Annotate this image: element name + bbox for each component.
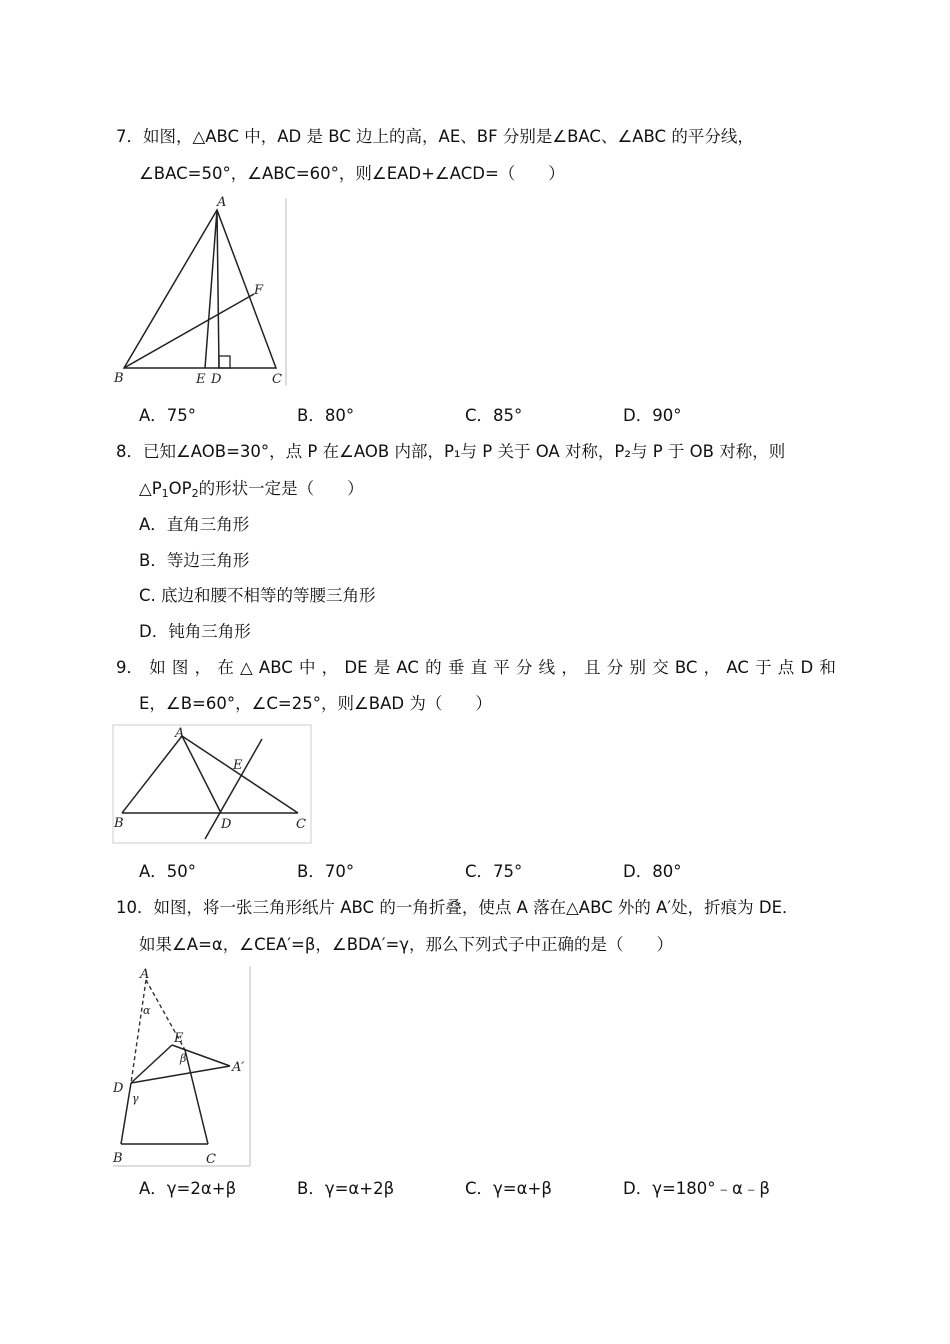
q10-figure [110, 964, 254, 1168]
q9-line2: E，∠B=60°，∠C=25°，则∠BAD 为（ ） [139, 694, 492, 713]
q9-figure [112, 724, 314, 846]
q7-label-A: A [217, 196, 227, 210]
q7-line1: 7．如图，△ABC 中，AD 是 BC 边上的高，AE、BF 分别是∠BAC、∠ABC 的平分线， [116, 127, 754, 146]
q7-label-D: D [211, 372, 222, 387]
q7-option-a[interactable]: A．75° [139, 406, 197, 425]
q10-label-D: D [113, 1081, 124, 1096]
q10-option-c[interactable]: C．γ=α+β [465, 1179, 552, 1198]
q7-option-b[interactable]: B．80° [297, 406, 355, 425]
q10-label-A: A [140, 967, 150, 982]
q7-figure [112, 196, 290, 390]
q7-option-c[interactable]: C．85° [465, 406, 523, 425]
q7-option-d[interactable]: D．90° [623, 406, 682, 425]
q9-label-E: E [233, 758, 243, 773]
q8-line1: 8．已知∠AOB=30°，点 P 在∠AOB 内部，P₁与 P 关于 OA 对称，P₂与 P 于 OB 对称，则 [116, 442, 786, 461]
q7-label-B: B [114, 371, 124, 386]
q10-label-alpha: α [143, 1004, 151, 1017]
q10-label-C: C [206, 1152, 216, 1167]
q9-option-b[interactable]: B．70° [297, 862, 355, 881]
q10-option-a[interactable]: A．γ=2α+β [139, 1179, 237, 1198]
q7-label-F: F [254, 283, 264, 298]
q9-label-D: D [221, 817, 232, 832]
q10-label-beta: β [180, 1052, 187, 1065]
q9-label-B: B [114, 816, 124, 831]
q7-label-C: C [272, 372, 282, 387]
q8-option-c[interactable]: C. 底边和腰不相等的等腰三角形 [139, 586, 376, 605]
q8-option-d[interactable]: D．钝角三角形 [139, 622, 251, 641]
q10-label-E: E [174, 1031, 184, 1046]
q8-option-a[interactable]: A．直角三角形 [139, 515, 250, 534]
q7-line2: ∠BAC=50°，∠ABC=60°，则∠EAD+∠ACD=（ ） [139, 164, 565, 183]
q9-option-a[interactable]: A．50° [139, 862, 197, 881]
q8-line2: $\triangle P_1OP_2$的形状一定是（ ） [139, 479, 364, 500]
q10-option-b[interactable]: B．γ=α+2β [297, 1179, 395, 1198]
q8-option-b[interactable]: B．等边三角形 [139, 551, 250, 570]
q9-line1: 9． 如 图 ， 在 △ ABC 中 ， DE 是 AC 的 垂 直 平 分 线 ， 且 分 别 交 BC ， AC 于 点 D 和 [116, 658, 836, 677]
q10-line1: 10．如图，将一张三角形纸片 ABC 的一角折叠，使点 A 落在△ABC 外的 A′处，折痕为 DE． [116, 898, 799, 917]
q10-label-B: B [113, 1151, 123, 1166]
q9-label-A: A [175, 726, 185, 741]
q10-line2: 如果∠A=α，∠CEA′=β，∠BDA′=γ，那么下列式子中正确的是（ ） [139, 935, 674, 954]
q10-label-A-prime: A′ [232, 1060, 245, 1075]
q9-label-C: C [296, 817, 306, 832]
q9-option-d[interactable]: D．80° [623, 862, 682, 881]
q7-label-E: E [196, 372, 206, 387]
q9-option-c[interactable]: C．75° [465, 862, 523, 881]
q10-option-d[interactable]: D．γ=180°﹣α﹣β [623, 1179, 770, 1198]
q10-label-gamma: γ [132, 1092, 139, 1105]
